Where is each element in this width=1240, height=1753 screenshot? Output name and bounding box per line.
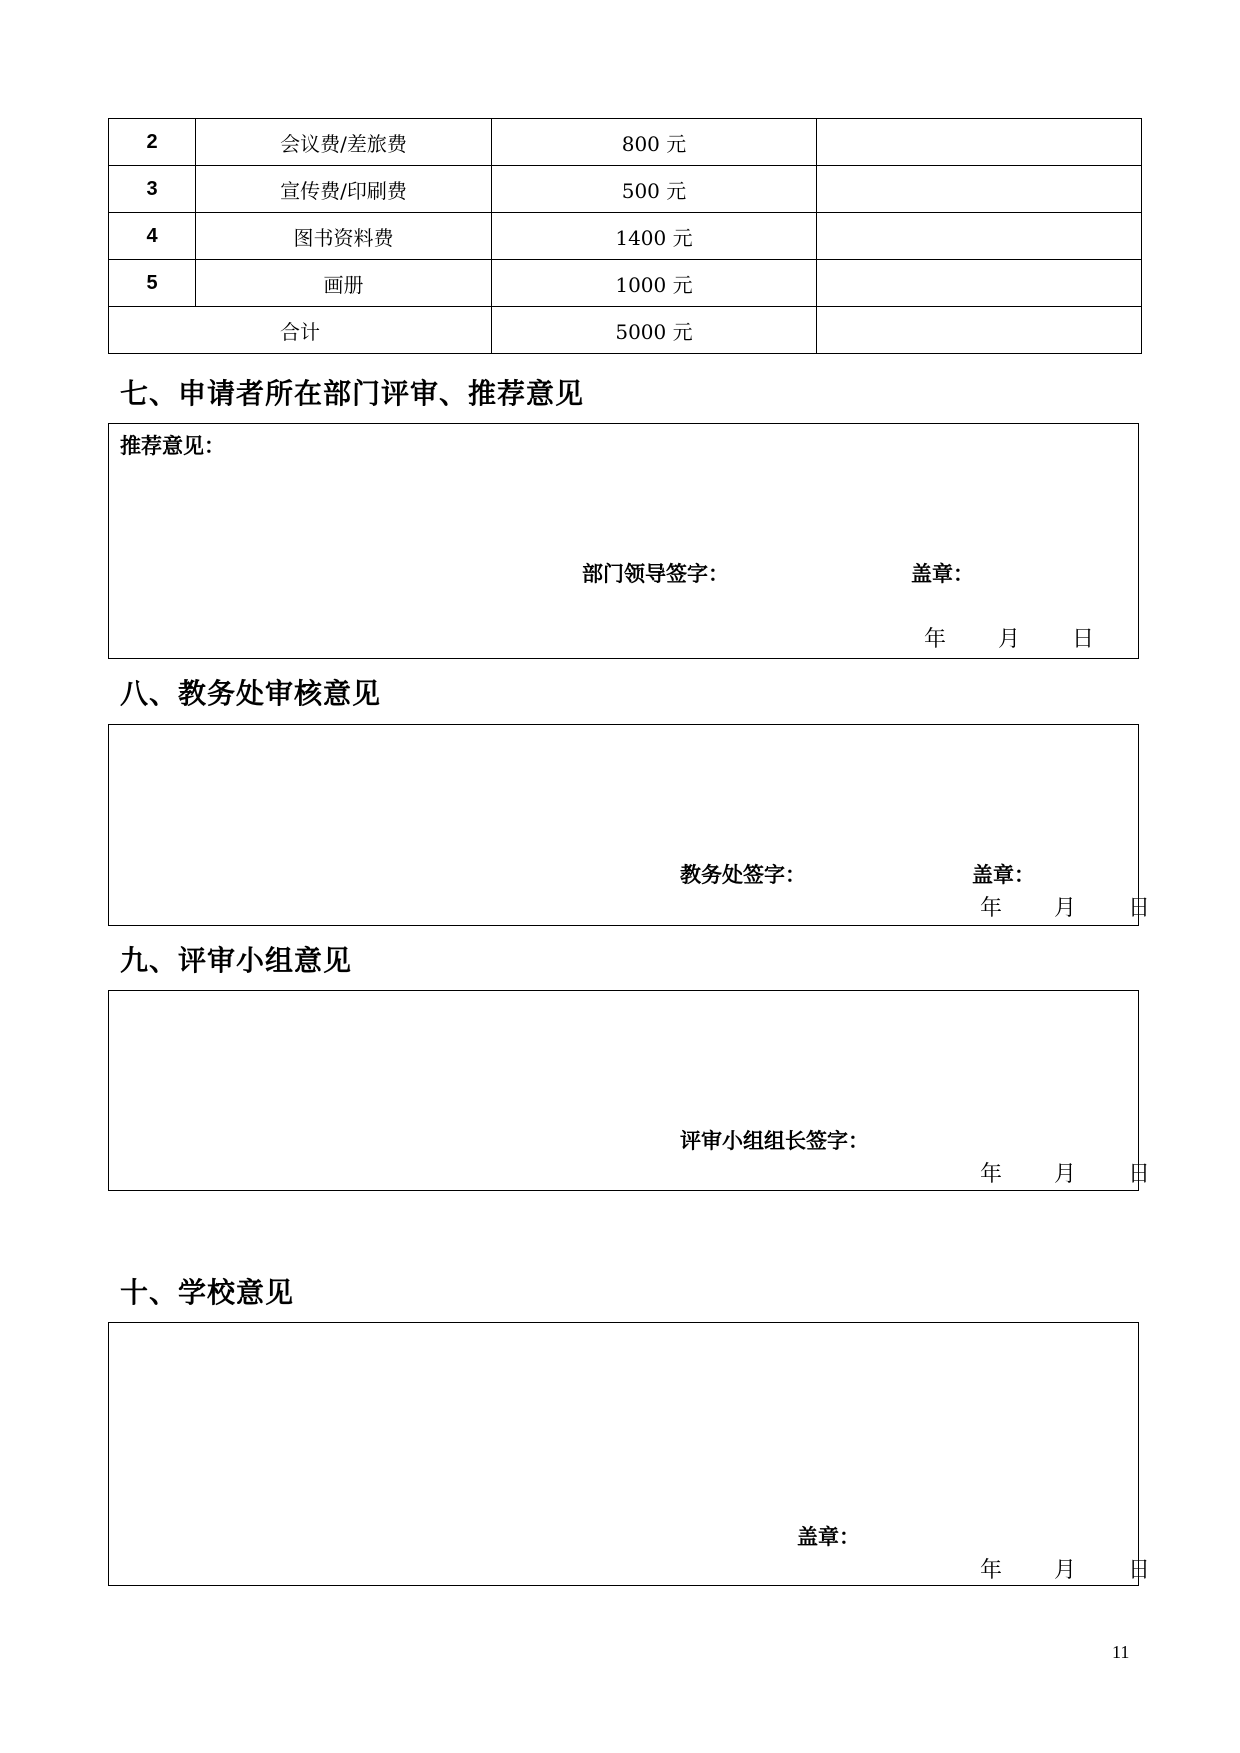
total-note	[817, 307, 1142, 354]
day-label: 日	[1128, 1162, 1151, 1187]
dept-stamp-label: 盖章：	[911, 562, 974, 586]
day-label: 日	[1128, 1558, 1151, 1583]
academic-affairs-signature-label: 教务处签字：	[680, 863, 806, 887]
row-number: 2	[109, 119, 196, 166]
page-number: 11	[1112, 1642, 1130, 1662]
total-amount: 5000 元	[492, 307, 817, 354]
dept-leader-signature-label: 部门领导签字：	[582, 562, 729, 586]
month-label: 月	[998, 627, 1021, 652]
academic-affairs-opinion-box[interactable]	[108, 724, 1151, 926]
academic-affairs-stamp-label: 盖章：	[972, 863, 1035, 887]
row-amount: 500 元	[492, 166, 817, 213]
year-label: 年	[980, 896, 1003, 921]
section-title-school: 十、学校意见	[120, 1276, 295, 1309]
total-row	[109, 307, 1142, 354]
month-label: 月	[1054, 896, 1077, 921]
school-date	[980, 1553, 1150, 1584]
row-note	[817, 260, 1142, 307]
row-note	[817, 166, 1142, 213]
row-note	[817, 119, 1142, 166]
academic-affairs-date	[980, 891, 1150, 922]
dept-date	[924, 622, 1094, 653]
section-title-dept-review: 七、申请者所在部门评审、推荐意见	[120, 377, 585, 410]
row-number: 3	[109, 166, 196, 213]
table-row	[109, 260, 1142, 307]
day-label: 日	[1072, 627, 1095, 652]
month-label: 月	[1054, 1558, 1077, 1583]
month-label: 月	[1054, 1162, 1077, 1187]
table-row	[109, 119, 1142, 166]
row-item: 会议费/差旅费	[196, 119, 492, 166]
day-label: 日	[1128, 896, 1151, 921]
row-number: 5	[109, 260, 196, 307]
section-title-academic-affairs: 八、教务处审核意见	[120, 677, 382, 710]
row-amount: 800 元	[492, 119, 817, 166]
school-stamp-label: 盖章：	[797, 1525, 860, 1549]
section-title-review-panel: 九、评审小组意见	[120, 944, 353, 977]
row-item: 图书资料费	[196, 213, 492, 260]
year-label: 年	[924, 627, 947, 652]
budget-table	[108, 118, 1142, 354]
row-note	[817, 213, 1142, 260]
row-item: 画册	[196, 260, 492, 307]
school-opinion-box[interactable]	[108, 1322, 1151, 1586]
row-item: 宣传费/印刷费	[196, 166, 492, 213]
dept-opinion-box[interactable]	[108, 423, 1139, 659]
panel-leader-signature-label: 评审小组组长签字：	[680, 1129, 869, 1153]
review-panel-opinion-box[interactable]	[108, 990, 1151, 1191]
row-amount: 1400 元	[492, 213, 817, 260]
table-row	[109, 213, 1142, 260]
total-label: 合计	[109, 307, 492, 354]
year-label: 年	[980, 1162, 1003, 1187]
row-number: 4	[109, 213, 196, 260]
year-label: 年	[980, 1558, 1003, 1583]
table-row	[109, 166, 1142, 213]
review-panel-date	[980, 1157, 1150, 1188]
recommendation-label: 推荐意见：	[120, 434, 225, 458]
row-amount: 1000 元	[492, 260, 817, 307]
